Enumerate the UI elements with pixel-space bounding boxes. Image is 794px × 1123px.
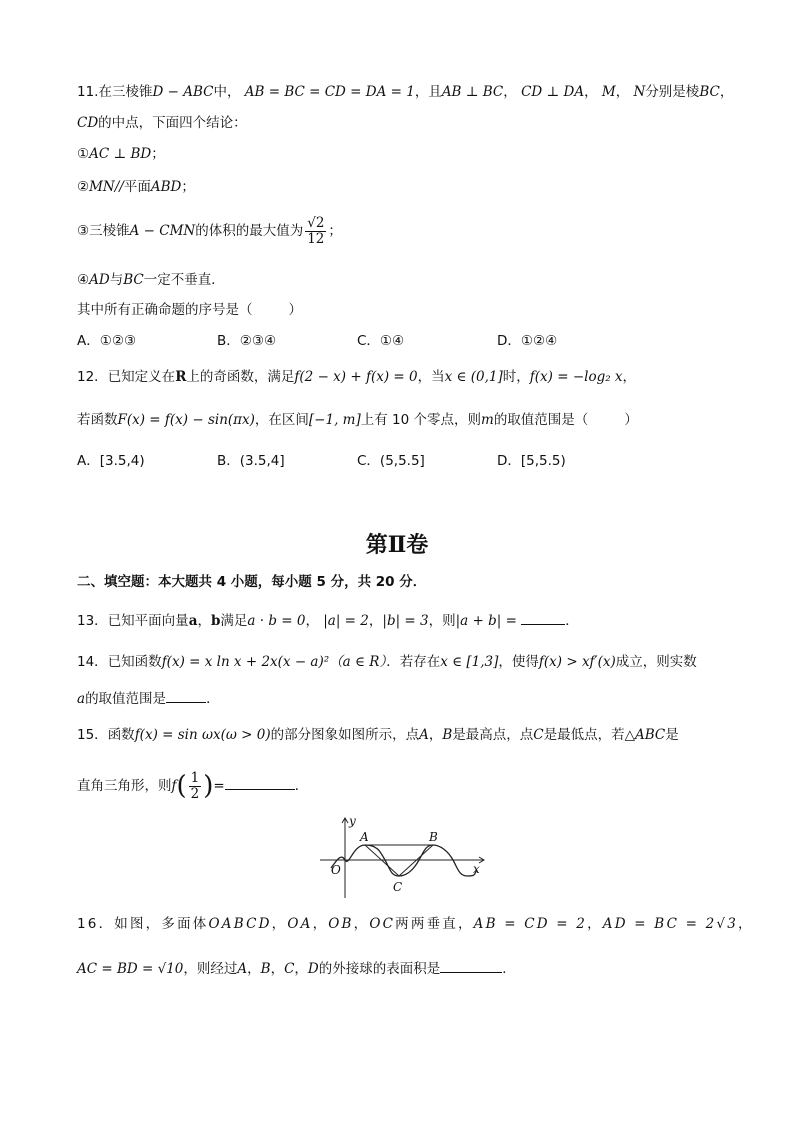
q15-end: ． xyxy=(294,778,309,794)
q12-m: m xyxy=(481,412,494,428)
q16-b: B xyxy=(260,961,271,977)
q13-comma: ， xyxy=(368,613,383,629)
answer-blank[interactable] xyxy=(521,610,565,625)
q14-fx: f(x) = x ln x + 2x(x − a)² xyxy=(161,654,330,670)
q14-text: ，使得 xyxy=(498,654,539,670)
q15-comma: ， xyxy=(428,727,443,743)
q15-text: 函数 xyxy=(107,727,135,743)
circled-number: ② xyxy=(77,179,90,195)
q11-comma: ， xyxy=(719,84,734,100)
q15-text: 是 xyxy=(665,727,679,743)
q11-comma: ， xyxy=(584,84,598,100)
origin-label: O xyxy=(331,863,341,877)
circled-number: ④ xyxy=(77,272,90,288)
q13-label: 13． xyxy=(77,613,108,629)
q11-line1 xyxy=(77,82,733,102)
q11-option-d[interactable]: D．①②④ xyxy=(497,333,558,349)
point-c: C xyxy=(533,727,544,743)
q11-ask-end: ） xyxy=(288,302,302,318)
q13-line xyxy=(77,610,579,631)
q13-norm-a: |a| = 2 xyxy=(323,613,369,629)
point-a-label: A xyxy=(360,830,369,844)
q14-inequality: f(x) > xf′(x) xyxy=(538,654,616,670)
q16-text: ，则经过 xyxy=(183,961,238,977)
q16-c: C xyxy=(284,961,295,977)
q14-text: 的取值范围是 xyxy=(85,691,167,707)
q14-text: 成立，则实数 xyxy=(615,654,697,670)
q11-text: 一定不垂直． xyxy=(143,272,225,288)
q11-s3-math: A − CMN xyxy=(129,223,196,239)
q11-comma: ， xyxy=(615,84,630,100)
q16-oc: OC xyxy=(369,916,396,932)
q13-sum: |a + b| = xyxy=(455,613,517,629)
q14-cond: （a ∈ R） xyxy=(329,654,387,670)
semicolon: ； xyxy=(151,146,165,162)
q15-label: 15． xyxy=(77,727,108,743)
q15-text: 的部分图象如图所示，点 xyxy=(270,727,420,743)
q13-comma: ， xyxy=(197,613,211,629)
point-b: B xyxy=(442,727,453,743)
q12-line2 xyxy=(77,410,638,430)
q16-d: D xyxy=(307,961,319,977)
sine-graph xyxy=(318,815,488,900)
q11-statement-2 xyxy=(77,177,195,197)
q11-ask xyxy=(77,300,302,320)
q13-norm-b: |b| = 3 xyxy=(382,613,429,629)
fraction-denominator: 2 xyxy=(190,785,200,802)
q16-eq2: AD = BC = 2√3 xyxy=(602,916,739,932)
q16-text: 如图，多面体 xyxy=(114,916,209,932)
q11-statement-3 xyxy=(77,213,342,249)
q11-text: 在三棱锥 xyxy=(98,84,153,100)
q11-option-c[interactable]: C．①④ xyxy=(357,333,405,349)
q15-line2: 直角三角形，则f( $\frac{1}{2}$ )= ． xyxy=(77,769,309,802)
q11-statement-4 xyxy=(77,270,225,290)
q11-text: ③三棱锥 xyxy=(77,223,130,239)
section-title: 第Ⅱ卷 xyxy=(365,532,429,558)
q11-bc: BC xyxy=(123,272,144,288)
q12-option-d[interactable]: D．[5,5.5) xyxy=(497,453,566,469)
q16-end: ． xyxy=(502,961,516,977)
q16-line1 xyxy=(77,914,754,934)
fill-in-heading: 二、填空题：本大题共 4 小题，每小题 5 分，共 20 分． xyxy=(77,574,427,590)
q12-option-b[interactable]: B．(3.5,4] xyxy=(217,453,285,469)
q15-text: 直角三角形，则 xyxy=(77,778,172,794)
q11-statement-1 xyxy=(77,144,165,164)
q14-line2 xyxy=(77,688,220,709)
q11-tetra: D − ABC xyxy=(152,84,214,100)
q11-text: 平面 xyxy=(123,179,151,195)
q11-s2-abd: ABD xyxy=(150,179,182,195)
q14-text: 已知函数 xyxy=(107,654,162,670)
vector-a: a xyxy=(188,613,198,629)
q11-m: M xyxy=(601,84,616,100)
q11-s1-math: AC ⊥ BD xyxy=(89,146,152,162)
y-axis-label: y xyxy=(349,815,356,828)
q16-comma: ， xyxy=(271,916,288,932)
q12-text: ，在区间 xyxy=(254,412,309,428)
q15-text: 是最高点，点 xyxy=(452,727,534,743)
semicolon: ； xyxy=(328,223,342,239)
q16-polyhedron: OABCD xyxy=(208,916,272,932)
vector-b: b xyxy=(210,613,221,629)
q14-line1 xyxy=(77,652,697,672)
q11-text: ，且 xyxy=(414,84,442,100)
point-b-label: B xyxy=(429,830,438,844)
q12-text: ） xyxy=(624,412,638,428)
answer-blank[interactable] xyxy=(225,775,295,790)
q16-label: 16． xyxy=(77,916,115,932)
fraction xyxy=(305,216,326,247)
q12-option-c[interactable]: C．(5,5.5] xyxy=(357,453,425,469)
q12-text: 若函数 xyxy=(77,412,118,428)
fraction-denominator: 12 xyxy=(307,230,325,247)
fraction xyxy=(189,771,202,802)
q13-text: 满足 xyxy=(220,613,248,629)
q13-dot: a · b = 0 xyxy=(247,613,306,629)
real-set-symbol: R xyxy=(175,369,187,385)
q16-comma: ， xyxy=(312,916,329,932)
q12-fx: f(x) = −log₂ x xyxy=(529,369,623,385)
q16-comma: ， xyxy=(587,916,603,932)
q12-text: 上的奇函数，满足 xyxy=(186,369,295,385)
q16-line2 xyxy=(77,958,516,979)
q16-oa: OA xyxy=(287,916,313,932)
q16-comma: ， xyxy=(353,916,370,932)
x-axis-label: x xyxy=(473,862,480,876)
q11-comma: ， xyxy=(503,84,517,100)
equals-sign: = xyxy=(213,778,225,794)
q11-ask-text: 其中所有正确命题的序号是（ xyxy=(77,302,253,318)
q11-s2-mn: MN xyxy=(89,179,115,195)
q12-text: 时， xyxy=(502,369,530,385)
q12-label: 12． xyxy=(77,369,108,385)
q16-ob: OB xyxy=(328,916,354,932)
q14-end: ． xyxy=(206,691,220,707)
q12-text: 上有 10 个零点，则 xyxy=(360,412,481,428)
q11-line2 xyxy=(77,113,247,133)
triangle-abc: △ABC xyxy=(624,727,666,743)
answer-blank[interactable] xyxy=(440,958,502,973)
q12-interval: [−1, m] xyxy=(308,412,361,428)
q13-end: ． xyxy=(565,613,579,629)
q15-text: 是最低点，若 xyxy=(543,727,625,743)
q11-perp2: CD ⊥ DA xyxy=(521,84,585,100)
q14-domain: x ∈ [1,3] xyxy=(440,654,499,670)
q12-text: 的取值范围是（ xyxy=(493,412,589,428)
q12-text: 已知定义在 xyxy=(107,369,176,385)
q11-label: 11. xyxy=(77,84,99,100)
q15-line1 xyxy=(77,725,679,745)
q14-text: ．若存在 xyxy=(386,654,441,670)
fraction-numerator: √2 xyxy=(307,214,325,231)
point-c-label: C xyxy=(393,880,403,894)
q11-bc: BC xyxy=(699,84,720,100)
fraction-numerator: 1 xyxy=(190,769,200,786)
q11-text: 与 xyxy=(109,272,124,288)
q11-equalities: AB = BC = CD = DA = 1 xyxy=(244,84,415,100)
q11-option-b[interactable]: B．②③④ xyxy=(217,333,277,349)
q11-option-a[interactable]: A．①②③ xyxy=(77,333,137,349)
q12-domain: x ∈ (0,1] xyxy=(444,369,503,385)
q16-a: A xyxy=(237,961,248,977)
q16-comma: ， xyxy=(738,916,754,932)
q15-fx: f(x) = sin ωx(ω > 0) xyxy=(134,727,271,743)
q13-text: 已知平面向量 xyxy=(107,613,189,629)
q11-n: N xyxy=(633,84,646,100)
q12-Fx: F(x) = f(x) − sin(πx) xyxy=(117,412,255,428)
q12-condition: f(2 − x) + f(x) = 0 xyxy=(294,369,418,385)
answer-blank[interactable] xyxy=(166,688,206,703)
q13-text: ，则 xyxy=(428,613,456,629)
parallel-symbol: // xyxy=(114,179,124,195)
circled-number: ① xyxy=(77,146,90,162)
q16-eq3: AC = BD = √10 xyxy=(77,961,184,977)
q15-f: f xyxy=(171,778,177,794)
q14-a: a xyxy=(77,691,86,707)
q14-label: 14． xyxy=(77,654,108,670)
semicolon: ； xyxy=(181,179,195,195)
q12-comma: ， xyxy=(622,369,637,385)
q11-text: 分别是棱 xyxy=(645,84,700,100)
point-a: A xyxy=(419,727,429,743)
q12-option-a[interactable]: A．[3.5,4) xyxy=(77,453,145,469)
q16-comma: ， xyxy=(270,961,285,977)
q11-text: 的体积的最大值为 xyxy=(195,223,304,239)
q12-text: ，当 xyxy=(417,369,445,385)
q11-cd: CD xyxy=(77,115,99,131)
q12-line1 xyxy=(77,367,636,387)
q11-perp1: AB ⊥ BC xyxy=(441,84,504,100)
q16-comma: ， xyxy=(294,961,308,977)
q16-text: 的外接球的表面积是 xyxy=(318,961,441,977)
q11-ad: AD xyxy=(89,272,110,288)
q11-text: 中， xyxy=(213,84,241,100)
q16-eq1: AB = CD = 2 xyxy=(473,916,588,932)
q13-comma: ， xyxy=(305,613,319,629)
q16-text: 两两垂直， xyxy=(395,916,474,932)
q11-text: 的中点，下面四个结论： xyxy=(98,115,247,131)
q16-comma: ， xyxy=(247,961,261,977)
